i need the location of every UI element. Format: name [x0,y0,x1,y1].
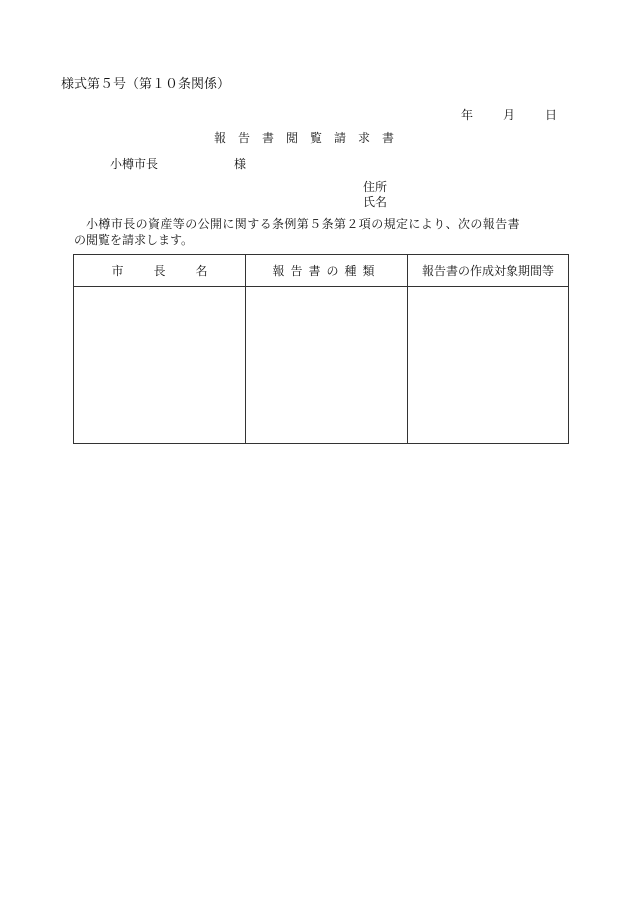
cell-report-type[interactable] [246,287,408,444]
form-number: 様式第５号（第１０条関係） [61,77,231,92]
address-label: 住所 [363,180,388,194]
request-body-text [74,216,572,248]
cell-report-period[interactable] [408,287,569,444]
date-month-label: 月 [503,108,516,122]
name-label: 氏名 [363,195,388,209]
addressee-honorific: 様 [234,157,247,171]
body-line-1: 小樽市長の資産等の公開に関する条例第５条第２項の規定により、次の報告書 [86,217,521,231]
date-day-label: 日 [545,108,558,122]
addressee-name: 小樽市長 [110,157,159,171]
header-mayor-name: 市長名 [74,255,246,287]
document-title: 報告書閲覧請求書 [214,131,407,145]
table-row [74,287,569,444]
date-line [461,106,557,123]
header-report-type: 報告書の種類 [246,255,408,287]
request-table [73,254,569,444]
addressee [110,155,246,172]
header-report-period: 報告書の作成対象期間等 [408,255,569,287]
cell-mayor-name[interactable] [74,287,246,444]
body-line-2: の閲覧を請求します。 [74,233,194,247]
table-header-row [74,255,569,287]
date-year-label: 年 [461,108,474,122]
